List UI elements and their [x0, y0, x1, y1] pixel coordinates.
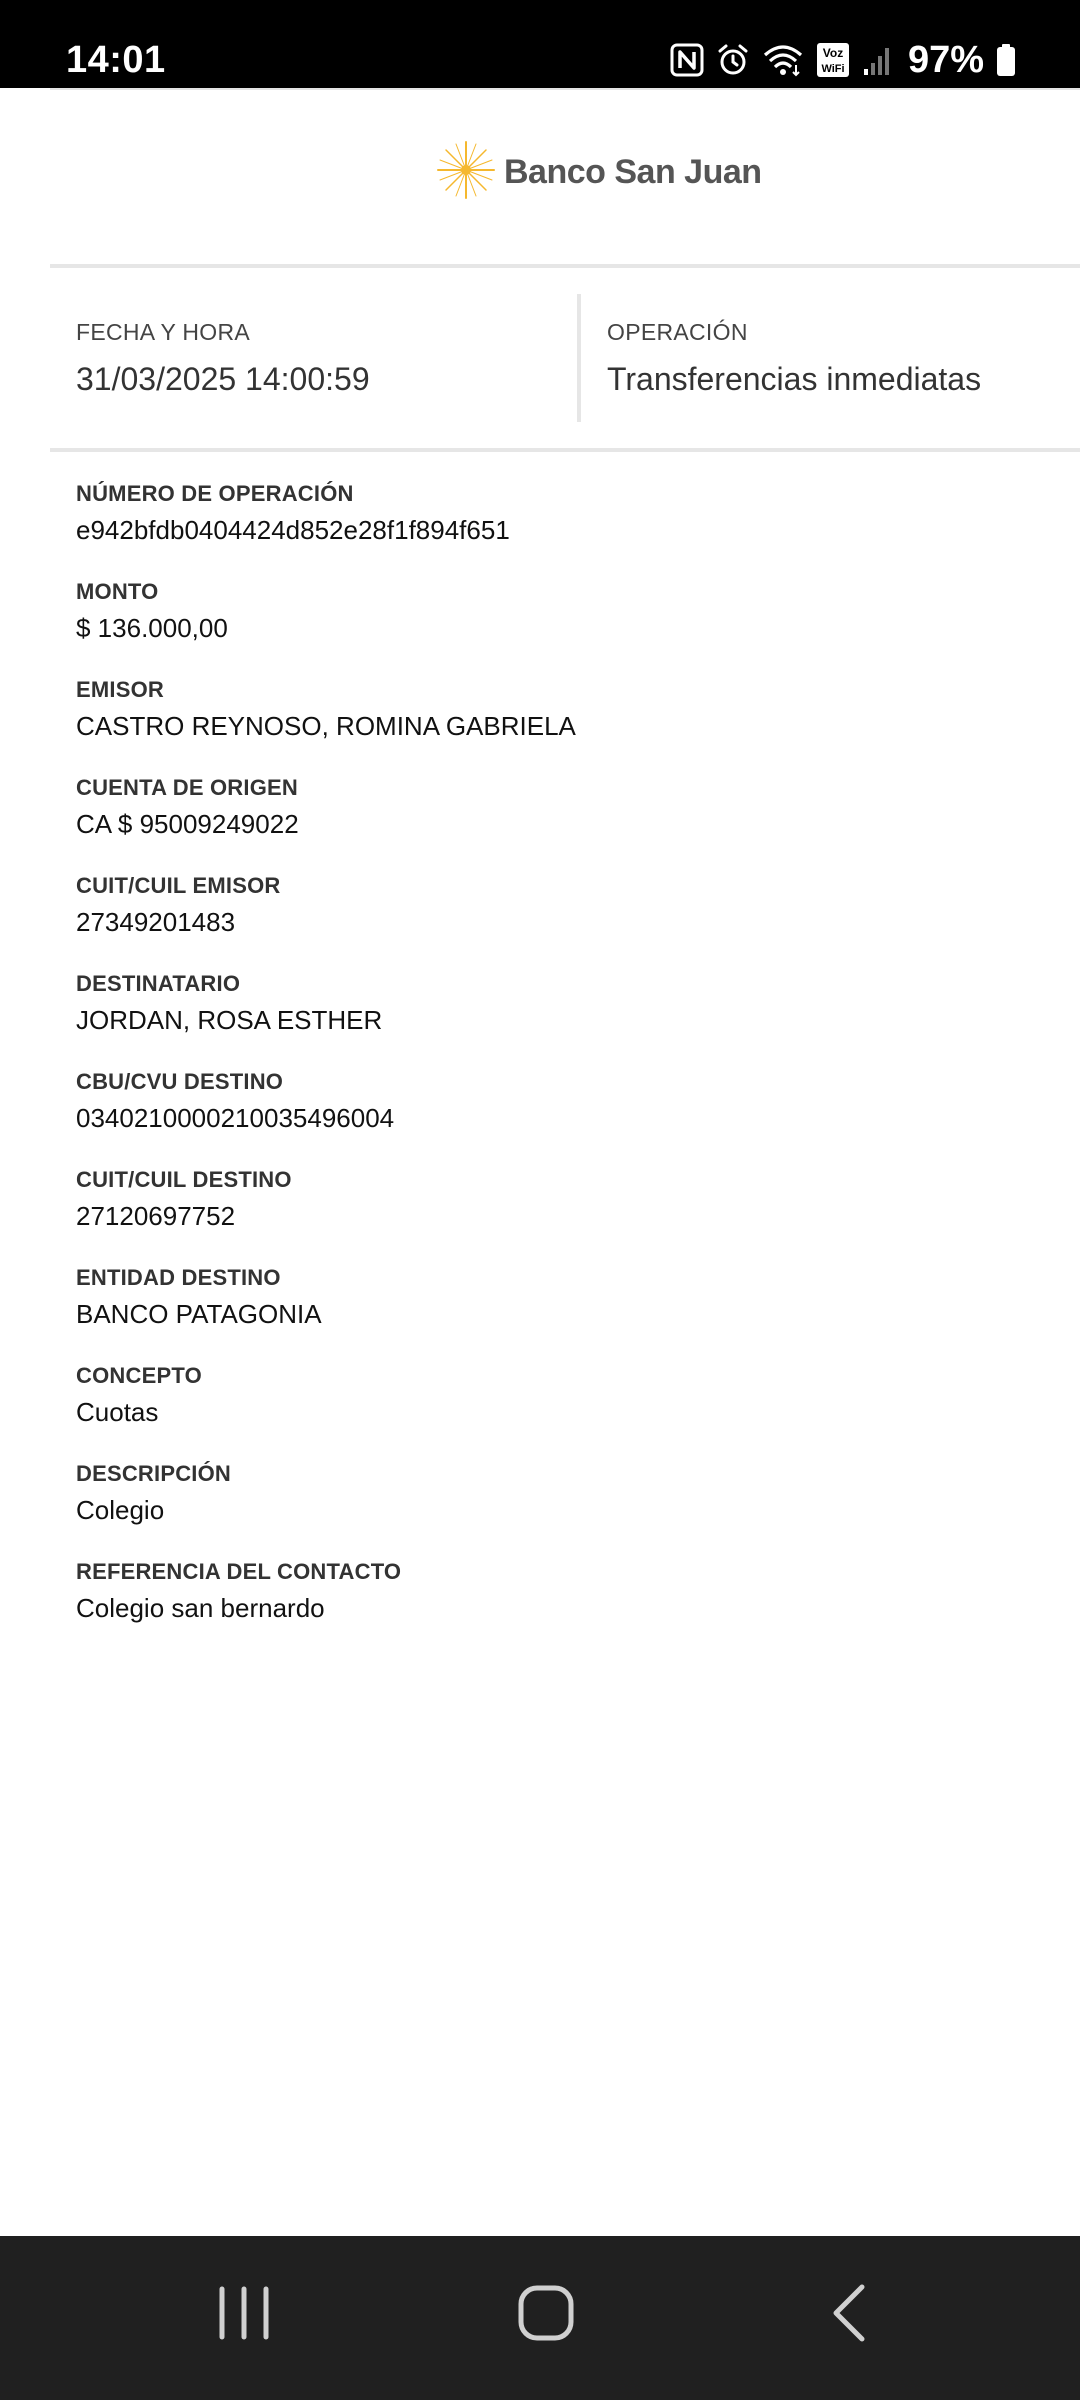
receipt-content	[0, 88, 1080, 2236]
field-label: MONTO	[76, 579, 159, 604]
operation-block	[607, 318, 981, 398]
field-operation-number	[76, 480, 1056, 578]
battery-icon	[996, 43, 1016, 77]
header-top-divider	[50, 264, 1080, 268]
date-label: FECHA Y HORA	[76, 319, 251, 345]
field-value: $ 136.000,00	[76, 613, 228, 643]
svg-text:Voz: Voz	[822, 46, 844, 60]
field-label: CUIT/CUIL DESTINO	[76, 1167, 292, 1192]
recents-icon	[216, 2283, 272, 2348]
header-bottom-divider	[50, 448, 1080, 452]
field-description	[76, 1460, 1056, 1558]
field-sender-cuit	[76, 872, 1056, 970]
alarm-icon	[716, 43, 750, 77]
top-divider	[50, 88, 1080, 90]
field-value: Colegio san bernardo	[76, 1593, 325, 1623]
field-amount	[76, 578, 1056, 676]
field-label: DESTINATARIO	[76, 971, 241, 996]
date-block	[76, 318, 370, 398]
date-value: 31/03/2025 14:00:59	[76, 361, 370, 397]
field-value: BANCO PATAGONIA	[76, 1299, 322, 1329]
field-value: 0340210000210035496004	[76, 1103, 395, 1133]
field-value: CASTRO REYNOSO, ROMINA GABRIELA	[76, 711, 576, 741]
vowifi-icon	[816, 42, 850, 78]
back-button[interactable]	[790, 2270, 910, 2360]
field-sender	[76, 676, 1056, 774]
operation-value: Transferencias inmediatas	[607, 361, 982, 397]
field-value: Cuotas	[76, 1397, 159, 1427]
header-vertical-divider	[577, 294, 581, 422]
signal-icon	[862, 43, 892, 77]
navigation-bar	[0, 2236, 1080, 2400]
home-button[interactable]	[486, 2270, 606, 2360]
field-origin-account	[76, 774, 1056, 872]
field-label: REFERENCIA DEL CONTACTO	[76, 1559, 402, 1584]
wifi-icon	[762, 43, 804, 77]
field-value: e942bfdb0404424d852e28f1f894f651	[76, 515, 510, 545]
field-label: CONCEPTO	[76, 1363, 202, 1388]
field-concept	[76, 1362, 1056, 1460]
bank-logo	[436, 140, 762, 205]
field-label: CBU/CVU DESTINO	[76, 1069, 284, 1094]
status-bar	[0, 0, 1080, 88]
recents-button[interactable]	[184, 2270, 304, 2360]
operation-label: OPERACIÓN	[607, 319, 748, 345]
battery-percent: 97%	[907, 39, 984, 81]
detail-fields	[76, 480, 1056, 1656]
field-value: 27120697752	[76, 1201, 236, 1231]
status-time: 14:01	[66, 39, 166, 81]
nfc-icon	[670, 43, 704, 77]
bank-name: Banco San Juan	[504, 153, 762, 191]
field-label: EMISOR	[76, 677, 164, 702]
field-contact-reference	[76, 1558, 1056, 1656]
home-icon	[516, 2283, 576, 2348]
field-label: ENTIDAD DESTINO	[76, 1265, 281, 1290]
field-destination-cbu	[76, 1068, 1056, 1166]
field-value: CA $ 95009249022	[76, 809, 299, 839]
field-label: NÚMERO DE OPERACIÓN	[76, 481, 354, 506]
status-icons	[670, 34, 1016, 86]
field-destination-bank	[76, 1264, 1056, 1362]
field-label: CUENTA DE ORIGEN	[76, 775, 298, 800]
field-label: DESCRIPCIÓN	[76, 1461, 231, 1486]
field-value: JORDAN, ROSA ESTHER	[76, 1005, 383, 1035]
field-destination-cuit	[76, 1166, 1056, 1264]
back-icon	[828, 2283, 872, 2348]
star-icon	[436, 140, 496, 205]
svg-text:WiFi: WiFi	[821, 63, 845, 75]
field-label: CUIT/CUIL EMISOR	[76, 873, 281, 898]
field-recipient	[76, 970, 1056, 1068]
field-value: Colegio	[76, 1495, 165, 1525]
field-value: 27349201483	[76, 907, 236, 937]
